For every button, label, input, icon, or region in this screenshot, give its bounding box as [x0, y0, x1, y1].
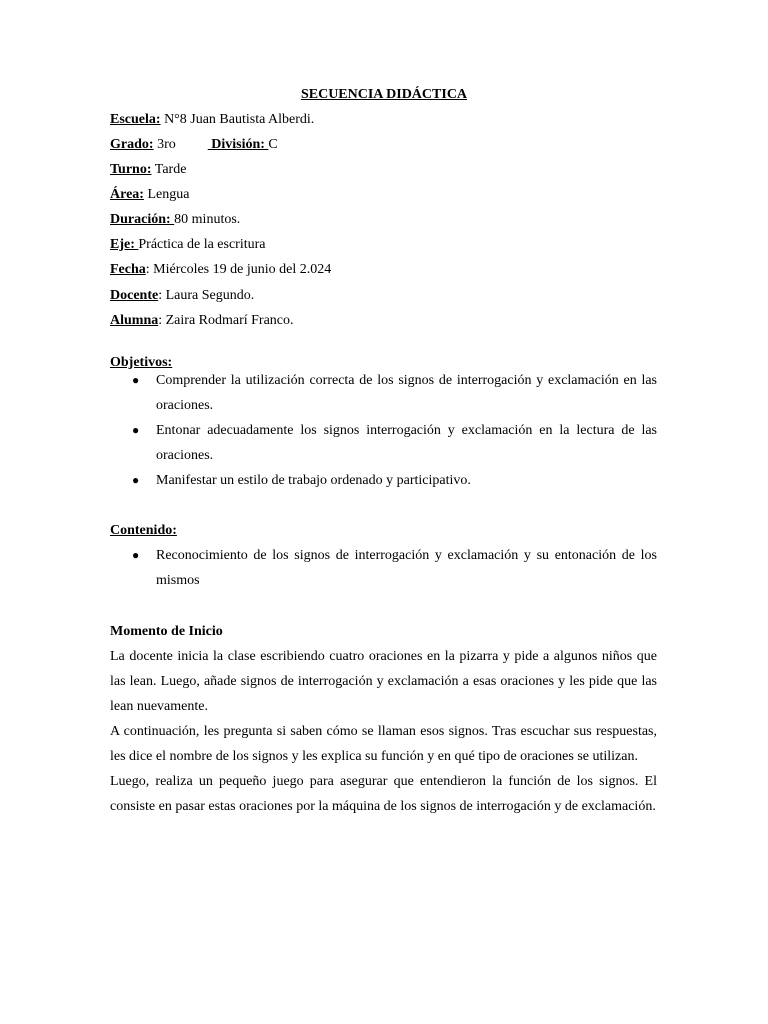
- contenido-text: Reconocimiento de los signos de interrogación y exclamación y su entonación de los mismos: [156, 548, 657, 588]
- inicio-paragraph: Luego, realiza un pequeño juego para asegurar que entendieron la función de los signos. El consiste en pasar estas oraciones por la máquina de los signos de interrogación y de exclamación.: [110, 774, 657, 814]
- alumna-label: Alumna: [110, 313, 159, 328]
- alumna-value: : Zaira Rodmarí Franco.: [158, 313, 294, 328]
- escuela-line: [110, 110, 314, 130]
- docente-line: [110, 286, 254, 306]
- duracion-line: [110, 210, 240, 230]
- document-title: SECUENCIA DIDÁCTICA: [300, 87, 468, 102]
- fecha-label: Fecha: [110, 262, 146, 277]
- inicio-paragraph: A continuación, les pregunta si saben cómo se llaman esos signos. Tras escuchar sus respuestas, les dice el nombre de los signos y les explica su función y en qué tipo de oraciones se utilizan.: [110, 724, 657, 764]
- area-label: Área:: [110, 187, 144, 202]
- escuela-value: N°8 Juan Bautista Alberdi.: [160, 112, 315, 127]
- grado-line: [110, 135, 278, 155]
- docente-label: Docente: [110, 288, 159, 303]
- objetivo-text: Entonar adecuadamente los signos interrogación y exclamación en la lectura de las oraciones.: [156, 423, 657, 463]
- alumna-line: [110, 311, 294, 331]
- contenido-heading: Contenido:: [110, 523, 177, 538]
- list-item: [110, 468, 657, 493]
- list-item: [110, 418, 657, 468]
- objetivo-text: Comprender la utilización correcta de los signos de interrogación y exclamación en las oraciones.: [156, 373, 657, 413]
- inicio-body: [110, 644, 657, 819]
- objetivo-text: Manifestar un estilo de trabajo ordenado y participativo.: [156, 473, 471, 488]
- eje-label: Eje:: [110, 237, 139, 252]
- duracion-label: Duración:: [110, 212, 175, 227]
- duracion-value: 80 minutos.: [174, 212, 241, 227]
- list-item: [110, 543, 657, 593]
- bullet-icon: ●: [132, 423, 140, 437]
- eje-line: [110, 235, 265, 255]
- turno-value: Tarde: [151, 162, 187, 177]
- fecha-line: [110, 260, 331, 280]
- grado-label: Grado:: [110, 137, 154, 152]
- docente-value: : Laura Segundo.: [158, 288, 255, 303]
- division-value: C: [268, 137, 278, 152]
- area-line: [110, 185, 189, 205]
- fecha-value: : Miércoles 19 de junio del 2.024: [145, 262, 332, 277]
- list-item: [110, 368, 657, 418]
- contenido-list: [110, 543, 657, 593]
- bullet-icon: ●: [132, 373, 140, 387]
- area-value: Lengua: [143, 187, 190, 202]
- bullet-icon: ●: [132, 548, 140, 562]
- turno-label: Turno:: [110, 162, 152, 177]
- grado-value: 3ro: [153, 137, 176, 152]
- inicio-paragraph: La docente inicia la clase escribiendo cuatro oraciones en la pizarra y pide a algunos niños que las lean. Luego, añade signos de interrogación y exclamación a esas oraciones y les pide que las lean nuevamente.: [110, 649, 657, 714]
- escuela-label: Escuela:: [110, 112, 161, 127]
- turno-line: [110, 160, 186, 180]
- bullet-icon: ●: [132, 473, 140, 487]
- division-label: División:: [207, 137, 269, 152]
- inicio-heading: Momento de Inicio: [110, 624, 223, 639]
- eje-value: Práctica de la escritura: [138, 237, 266, 252]
- objetivos-heading: Objetivos:: [110, 355, 173, 370]
- objetivos-list: [110, 368, 657, 493]
